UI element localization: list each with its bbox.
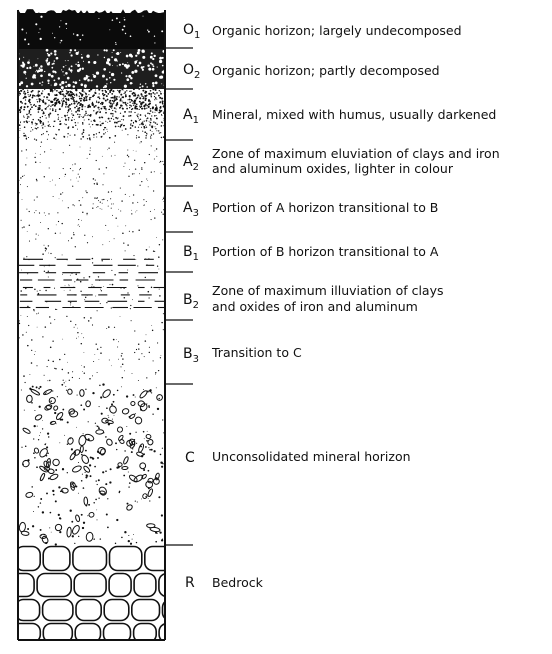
horizon-symbol-a1: $A_1$: [183, 107, 199, 126]
horizon-description-a2-line2: and aluminum oxides, lighter in colour: [212, 161, 453, 176]
horizon-description-b3: Transition to C: [212, 345, 302, 360]
o2-horizon-texture: [17, 49, 165, 89]
horizon-description-r: Bedrock: [212, 575, 263, 590]
horizon-description-b2-line2: and oxides of iron and aluminum: [212, 299, 418, 314]
horizon-description-b1: Portion of B horizon transitional to A: [212, 244, 439, 259]
horizon-symbol-a3: $A_3$: [183, 200, 199, 219]
horizon-description-o1: Organic horizon; largely undecomposed: [212, 23, 462, 38]
horizon-description-c: Unconsolidated mineral horizon: [212, 449, 411, 464]
horizon-symbol-o2: $O_2$: [183, 62, 201, 81]
horizon-symbol-b3: $B_3$: [183, 346, 199, 365]
horizon-symbol-c: C: [185, 450, 195, 466]
c-horizon-texture: [19, 383, 166, 545]
horizon-description-o2: Organic horizon; partly decomposed: [212, 63, 440, 78]
horizon-description-b2-line1: Zone of maximum illuviation of clays: [212, 283, 444, 298]
horizon-description-a1: Mineral, mixed with humus, usually darkened: [212, 107, 497, 122]
b-horizon-texture: [18, 232, 165, 383]
horizon-description-a2-line1: Zone of maximum eluviation of clays and iron: [212, 146, 500, 161]
horizon-description-a3: Portion of A horizon transitional to B: [212, 200, 439, 215]
bedrock-texture: [6, 547, 189, 643]
a2-a3-horizon-texture: [18, 141, 166, 232]
o1-horizon-texture: [18, 9, 165, 49]
horizon-symbol-b1: $B_1$: [183, 244, 199, 263]
horizon-symbol-r: R: [185, 575, 195, 591]
a1-horizon-texture: [17, 88, 166, 141]
horizon-symbol-o1: $O_1$: [183, 22, 201, 41]
horizon-symbol-a2: $A_2$: [183, 154, 199, 173]
horizon-symbol-b2: $B_2$: [183, 292, 199, 311]
